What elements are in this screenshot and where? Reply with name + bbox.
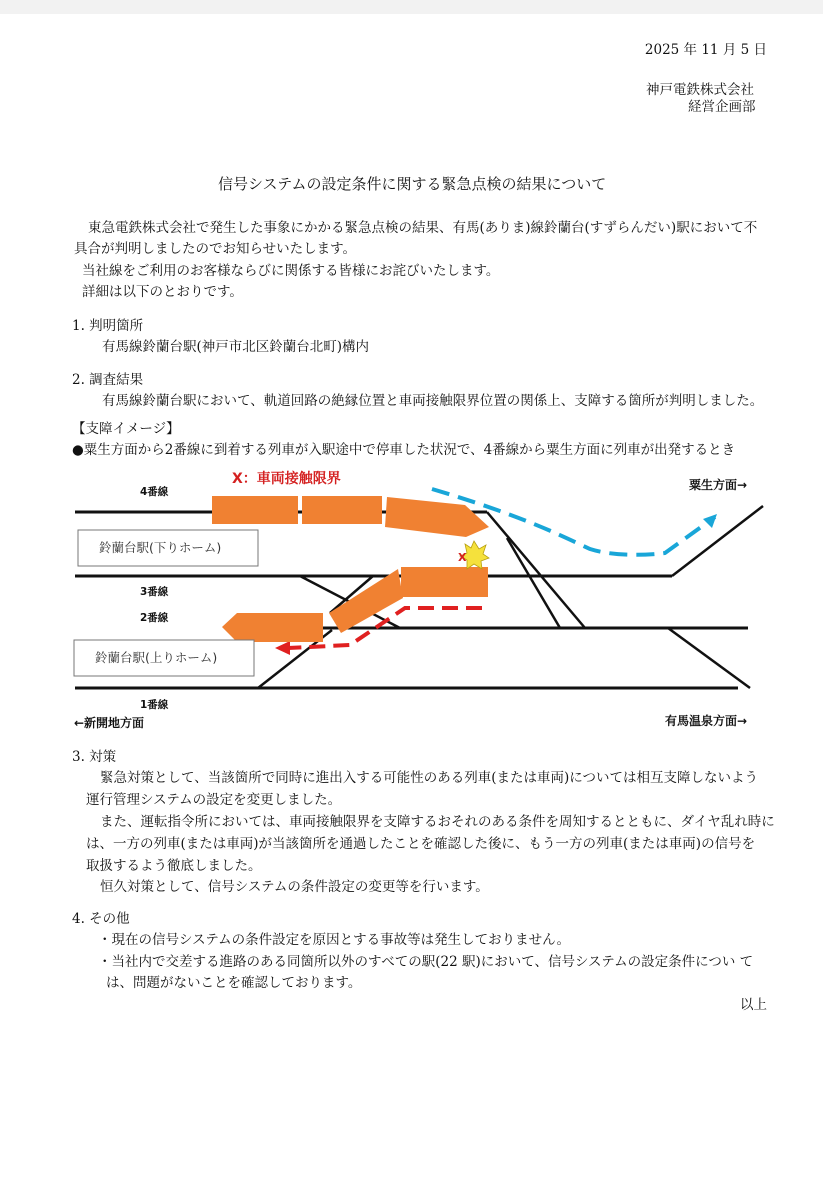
track-diagram	[0, 455, 823, 755]
section-3-heading: 3. 対策	[72, 749, 117, 765]
crossover-track	[672, 506, 763, 576]
section-1-body: 有馬線鈴蘭台駅(神戸市北区鈴蘭台北町)構内	[102, 339, 370, 355]
shinkaichi-direction-label: ←新開地方面	[74, 716, 145, 730]
department-name: 経営企画部	[688, 99, 756, 115]
section-2-body: 有馬線鈴蘭台駅において、軌道回路の絶縁位置と車両接触限界位置の関係上、支障する箇所が判明しました。	[102, 393, 764, 409]
track-3-label: 3番線	[140, 586, 169, 598]
image-section-label: 【支障イメージ】	[72, 421, 180, 437]
train-car-front	[222, 613, 323, 642]
arima-direction-label: 有馬温泉方面→	[665, 714, 748, 728]
section-3-p2-line1: また、運転指令所においては、車両接触限界を支障するおそれのある条件を周知するとともに、ダイヤ乱れ時に	[100, 814, 775, 830]
crossover-track	[668, 628, 750, 688]
issue-date: 2025 年 11 月 5 日	[644, 42, 767, 58]
section-3-p1-line2: 運行管理システムの設定を変更しました。	[86, 792, 342, 808]
down-platform-label: 鈴蘭台駅(下りホーム)	[99, 540, 222, 555]
train-car	[302, 496, 382, 524]
section-4-bullet-1: ・現在の信号システムの条件設定を原因とする事故等は発生しておりません。	[98, 932, 570, 948]
section-4-bullet-2-line2: は、問題がないことを確認しております。	[106, 975, 362, 991]
intro-line-3: 当社線をご利用のお客様ならびに関係する皆様にお詫びいたします。	[82, 263, 500, 279]
track-4-label: 4番線	[140, 486, 169, 498]
image-section-caption: ●粟生方面から2番線に到着する列車が入駅途中で停車した状況で、4番線から粟生方面に列車が出発するとき	[72, 442, 736, 458]
section-3-p1-line1: 緊急対策として、当該箇所で同時に進出入する可能性のある列車(または車両)については相互支障しないよう	[100, 770, 758, 786]
crossover-track	[507, 538, 560, 628]
intro-line-1: 東急電鉄株式会社で発生した事象にかかる緊急点検の結果、有馬(ありま)線鈴蘭台(すずらんだい)駅において不	[88, 220, 758, 236]
departure-route-arrowhead	[703, 514, 717, 528]
intro-line-2: 具合が判明しましたのでお知らせいたします。	[74, 241, 357, 257]
company-name: 神戸電鉄株式会社	[646, 82, 754, 98]
section-3-p3: 恒久対策として、信号システムの条件設定の変更等を行います。	[100, 879, 489, 895]
crossover-track	[487, 512, 585, 628]
train-car	[401, 567, 488, 597]
contact-limit-label: X：車両接触限界	[232, 471, 341, 487]
page-title: 信号システムの設定条件に関する緊急点検の結果について	[218, 175, 607, 193]
section-2-heading: 2. 調査結果	[72, 372, 144, 388]
closing-mark: 以上	[740, 997, 767, 1013]
section-4-heading: 4. その他	[72, 911, 130, 927]
track-1-label: 1番線	[140, 699, 169, 711]
contact-x-mark: X	[458, 551, 467, 564]
section-4-bullet-2-line1: ・当社内で交差する進路のある同箇所以外のすべての駅(22 駅)において、信号システムの設定条件につい て	[98, 954, 754, 970]
ao-direction-label: 粟生方面→	[689, 478, 748, 492]
section-3-p2-line2: は、一方の列車(または車両)が当該箇所を通過したことを確認した後に、もう一方の列車(または車両)の信号を	[86, 836, 756, 852]
up-platform-label: 鈴蘭台駅(上りホーム)	[95, 650, 218, 665]
intro-line-4: 詳細は以下のとおりです。	[82, 284, 243, 300]
browser-top-strip	[0, 0, 823, 14]
train-car	[212, 496, 298, 524]
arrival-route-arrowhead	[275, 641, 290, 655]
section-1-heading: 1. 判明箇所	[72, 318, 144, 334]
section-3-p2-line3: 取扱するよう徹底しました。	[86, 858, 262, 874]
track-2-label: 2番線	[140, 612, 169, 624]
